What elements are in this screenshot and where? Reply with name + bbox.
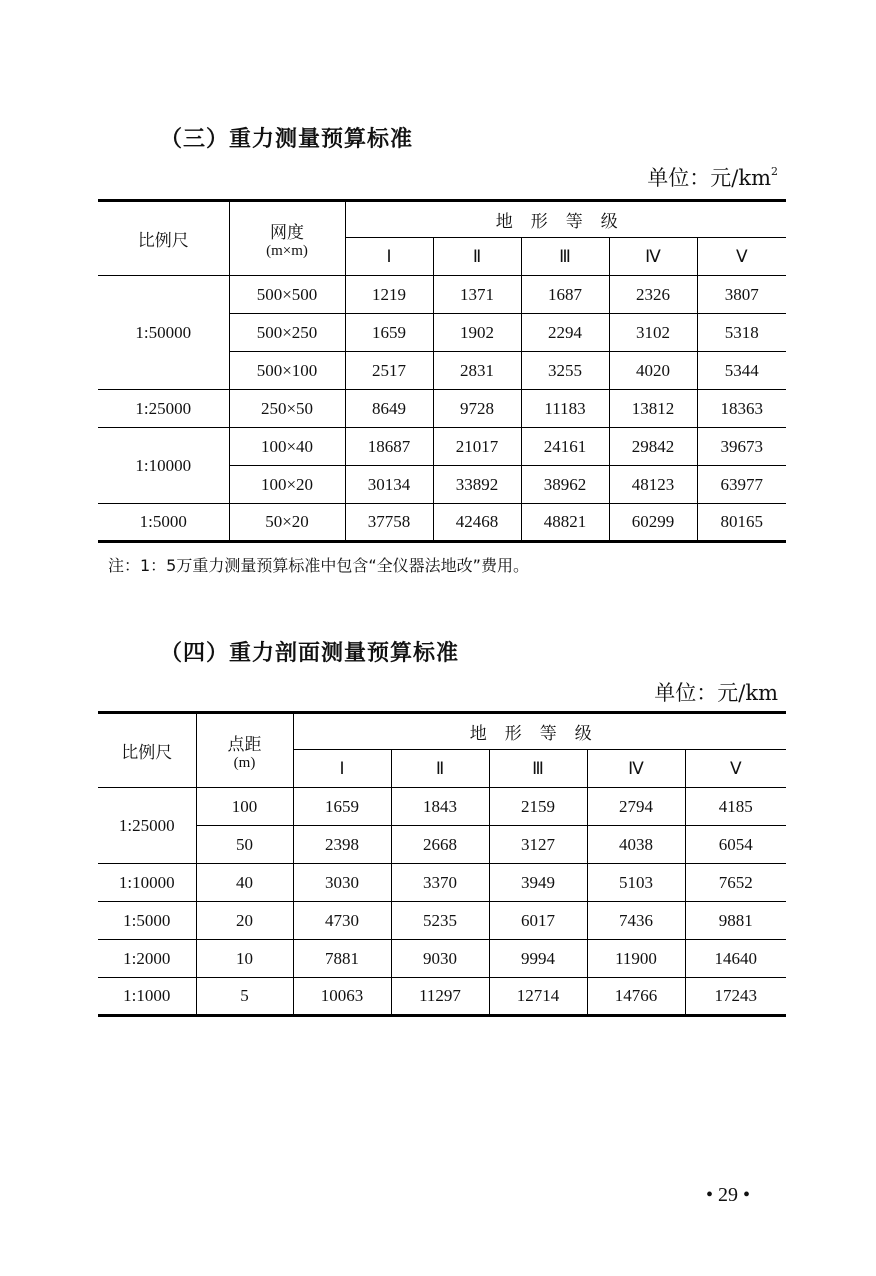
grid-header-line1: 网度 <box>270 222 304 242</box>
terrain-class-4: Ⅳ <box>609 238 697 276</box>
value-cell: 2326 <box>609 276 697 314</box>
table-row <box>98 504 786 542</box>
spacing-cell: 40 <box>196 864 293 902</box>
spacing-cell: 100 <box>196 788 293 826</box>
value-cell: 24161 <box>521 428 609 466</box>
value-cell: 8649 <box>345 390 433 428</box>
value-cell: 3255 <box>521 352 609 390</box>
value-cell: 3807 <box>697 276 786 314</box>
spacing-header-line2: (m) <box>233 754 256 771</box>
scale-cell: 1:10000 <box>98 864 196 902</box>
terrain-class-5: Ⅴ <box>685 750 786 788</box>
section4-title: （四）重力剖面测量预算标准 <box>160 641 460 666</box>
value-cell: 5344 <box>697 352 786 390</box>
grid-header <box>229 201 345 276</box>
table-row <box>98 428 786 466</box>
terrain-class-2: Ⅱ <box>433 238 521 276</box>
value-cell: 1902 <box>433 314 521 352</box>
value-cell: 17243 <box>685 978 786 1016</box>
spacing-header <box>196 713 293 788</box>
terrain-class-5: Ⅴ <box>697 238 786 276</box>
value-cell: 80165 <box>697 504 786 542</box>
value-cell: 21017 <box>433 428 521 466</box>
section3-unit-superscript: 2 <box>771 165 778 178</box>
value-cell: 7436 <box>587 902 685 940</box>
page-number: • 29 • <box>706 1184 751 1206</box>
grid-cell: 100×40 <box>229 428 345 466</box>
value-cell: 9994 <box>489 940 587 978</box>
table-row <box>98 390 786 428</box>
value-cell: 60299 <box>609 504 697 542</box>
gravity-profile-table <box>98 711 786 1017</box>
value-cell: 9728 <box>433 390 521 428</box>
value-cell: 3127 <box>489 826 587 864</box>
grid-cell: 500×500 <box>229 276 345 314</box>
value-cell: 2398 <box>293 826 391 864</box>
terrain-class-2: Ⅱ <box>391 750 489 788</box>
value-cell: 1371 <box>433 276 521 314</box>
value-cell: 3030 <box>293 864 391 902</box>
scale-cell: 1:10000 <box>98 428 229 504</box>
value-cell: 37758 <box>345 504 433 542</box>
value-cell: 39673 <box>697 428 786 466</box>
value-cell: 4730 <box>293 902 391 940</box>
value-cell: 1659 <box>293 788 391 826</box>
scale-cell: 1:5000 <box>98 504 229 542</box>
value-cell: 14766 <box>587 978 685 1016</box>
value-cell: 11183 <box>521 390 609 428</box>
value-cell: 1843 <box>391 788 489 826</box>
grid-cell: 500×100 <box>229 352 345 390</box>
scale-cell: 1:2000 <box>98 940 196 978</box>
table-row <box>98 276 786 314</box>
value-cell: 42468 <box>433 504 521 542</box>
grid-cell: 100×20 <box>229 466 345 504</box>
value-cell: 2294 <box>521 314 609 352</box>
value-cell: 3370 <box>391 864 489 902</box>
terrain-class-3: Ⅲ <box>521 238 609 276</box>
spacing-cell: 10 <box>196 940 293 978</box>
section3-title: （三）重力测量预算标准 <box>160 127 414 152</box>
value-cell: 6017 <box>489 902 587 940</box>
value-cell: 2517 <box>345 352 433 390</box>
value-cell: 5235 <box>391 902 489 940</box>
grid-cell: 250×50 <box>229 390 345 428</box>
scale-header: 比例尺 <box>98 713 196 788</box>
value-cell: 7652 <box>685 864 786 902</box>
value-cell: 48821 <box>521 504 609 542</box>
terrain-grade-header: 地形等级 <box>345 201 786 238</box>
terrain-class-1: Ⅰ <box>345 238 433 276</box>
scale-cell: 1:25000 <box>98 788 196 864</box>
value-cell: 2159 <box>489 788 587 826</box>
value-cell: 48123 <box>609 466 697 504</box>
value-cell: 63977 <box>697 466 786 504</box>
value-cell: 7881 <box>293 940 391 978</box>
value-cell: 11297 <box>391 978 489 1016</box>
spacing-cell: 5 <box>196 978 293 1016</box>
table-row <box>98 826 786 864</box>
value-cell: 4020 <box>609 352 697 390</box>
value-cell: 10063 <box>293 978 391 1016</box>
section4-unit: 单位：元/km <box>654 681 778 705</box>
table-row <box>98 978 786 1016</box>
value-cell: 1219 <box>345 276 433 314</box>
section3-note: 注：1：5万重力测量预算标准中包含“全仪器法地改”费用。 <box>108 556 529 575</box>
grid-cell: 50×20 <box>229 504 345 542</box>
table-row <box>98 788 786 826</box>
value-cell: 1659 <box>345 314 433 352</box>
value-cell: 9881 <box>685 902 786 940</box>
spacing-cell: 20 <box>196 902 293 940</box>
scale-cell: 1:25000 <box>98 390 229 428</box>
table-row <box>98 864 786 902</box>
table-row <box>98 902 786 940</box>
section3-unit-text: 单位：元/km <box>647 166 771 190</box>
value-cell: 18363 <box>697 390 786 428</box>
scale-cell: 1:50000 <box>98 276 229 390</box>
value-cell: 6054 <box>685 826 786 864</box>
value-cell: 9030 <box>391 940 489 978</box>
value-cell: 11900 <box>587 940 685 978</box>
grid-cell: 500×250 <box>229 314 345 352</box>
value-cell: 4185 <box>685 788 786 826</box>
value-cell: 4038 <box>587 826 685 864</box>
value-cell: 2794 <box>587 788 685 826</box>
value-cell: 3949 <box>489 864 587 902</box>
gravity-survey-table <box>98 199 786 543</box>
scale-cell: 1:1000 <box>98 978 196 1016</box>
grid-header-line2: (m×m) <box>266 242 308 259</box>
scale-header: 比例尺 <box>98 201 229 276</box>
value-cell: 29842 <box>609 428 697 466</box>
section3-unit <box>647 162 778 192</box>
scale-cell: 1:5000 <box>98 902 196 940</box>
terrain-class-4: Ⅳ <box>587 750 685 788</box>
terrain-class-1: Ⅰ <box>293 750 391 788</box>
value-cell: 18687 <box>345 428 433 466</box>
terrain-grade-header: 地形等级 <box>293 713 786 750</box>
value-cell: 5103 <box>587 864 685 902</box>
table-row <box>98 940 786 978</box>
value-cell: 12714 <box>489 978 587 1016</box>
value-cell: 30134 <box>345 466 433 504</box>
terrain-class-3: Ⅲ <box>489 750 587 788</box>
value-cell: 13812 <box>609 390 697 428</box>
value-cell: 2668 <box>391 826 489 864</box>
spacing-cell: 50 <box>196 826 293 864</box>
spacing-header-line1: 点距 <box>227 734 262 754</box>
value-cell: 14640 <box>685 940 786 978</box>
value-cell: 5318 <box>697 314 786 352</box>
value-cell: 33892 <box>433 466 521 504</box>
value-cell: 3102 <box>609 314 697 352</box>
value-cell: 38962 <box>521 466 609 504</box>
value-cell: 2831 <box>433 352 521 390</box>
value-cell: 1687 <box>521 276 609 314</box>
